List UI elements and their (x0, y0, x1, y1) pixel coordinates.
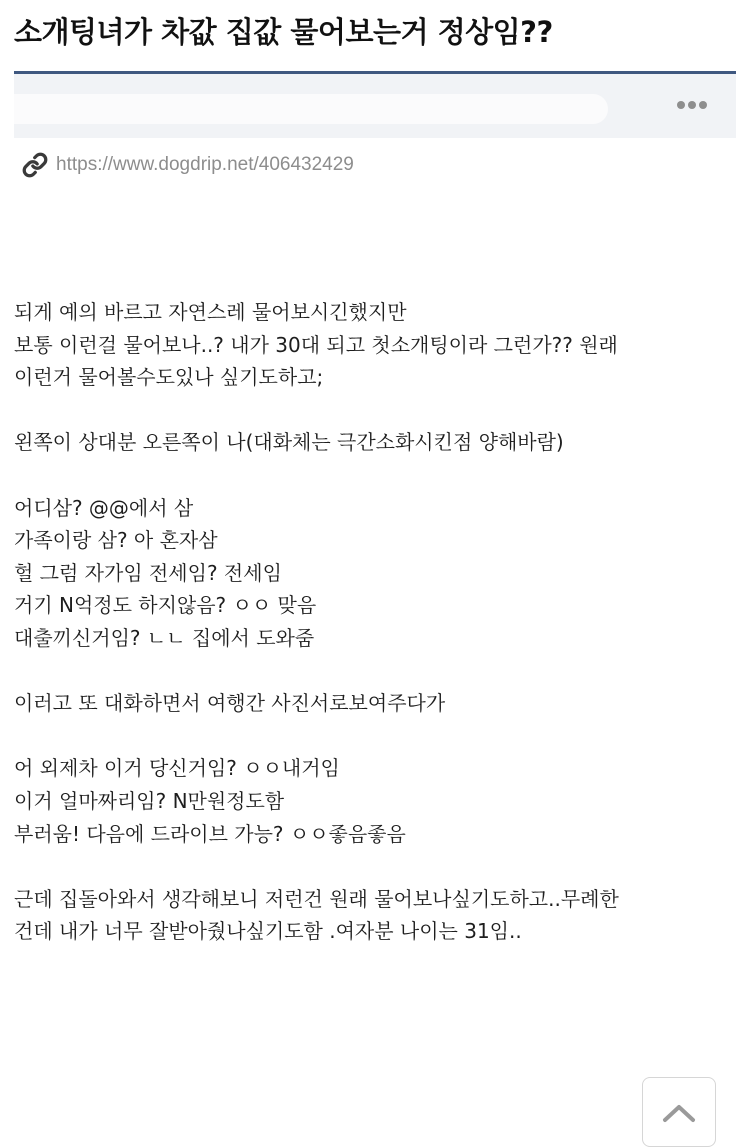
link-icon (22, 152, 48, 178)
body-line: 이러고 또 대화하면서 여행간 사진서로보여주다가 (14, 691, 446, 716)
body-line: 어 외제차 이거 당신거임? ㅇㅇ내거임 (14, 756, 340, 781)
more-options-button[interactable] (668, 94, 716, 116)
body-line: 헐 그럼 자가임 전세임? 전세임 (14, 560, 282, 585)
body-line: 되게 예의 바르고 자연스레 물어보시긴했지만 (14, 300, 407, 324)
body-line (14, 394, 742, 427)
chevron-up-icon (661, 1098, 697, 1126)
source-url: https://www.dogdrip.net/406432429 (56, 154, 354, 175)
body-line: 거기 N억정도 하지않음? ㅇㅇ 맞음 (14, 593, 317, 618)
body-line: 보통 이런걸 물어보나..? 내가 30대 되고 첫소개팅이라 그런가?? 원래 (14, 332, 618, 357)
body-line (14, 850, 742, 883)
body-line: 건데 내가 너무 잘받아줬나싶기도함 .여자분 나이는 31임.. (14, 919, 522, 944)
more-horizontal-icon (699, 101, 707, 109)
body-line: 부러움! 다음에 드라이브 가능? ㅇㅇ좋음좋음 (14, 821, 406, 846)
source-link[interactable] (22, 151, 354, 179)
body-line (14, 720, 742, 753)
more-horizontal-icon (677, 101, 685, 109)
more-horizontal-icon (688, 101, 696, 109)
scroll-to-top-button[interactable] (642, 1077, 716, 1147)
body-line: 왼쪽이 상대분 오른쪽이 나(대화체는 극간소화시킨점 양해바람) (14, 430, 564, 455)
body-line: 이런거 물어볼수도있나 싶기도하고; (14, 365, 324, 390)
body-line: 가족이랑 삼? 아 혼자삼 (14, 528, 218, 553)
body-line: 대출끼신거임? ㄴㄴ 집에서 도와줌 (14, 625, 315, 650)
post-body (14, 296, 742, 948)
body-line: 어디삼? @@에서 삼 (14, 495, 194, 520)
body-line: 근데 집돌아와서 생각해보니 저런건 원래 물어보나싶기도하고..무례한 (14, 886, 619, 911)
post-meta-pill (14, 94, 608, 124)
body-line: 이거 얼마짜리임? N만원정도함 (14, 788, 285, 813)
post-title: 소개팅녀가 차값 집값 물어보는거 정상임?? (14, 15, 553, 49)
body-line (14, 459, 742, 492)
body-line (14, 655, 742, 688)
